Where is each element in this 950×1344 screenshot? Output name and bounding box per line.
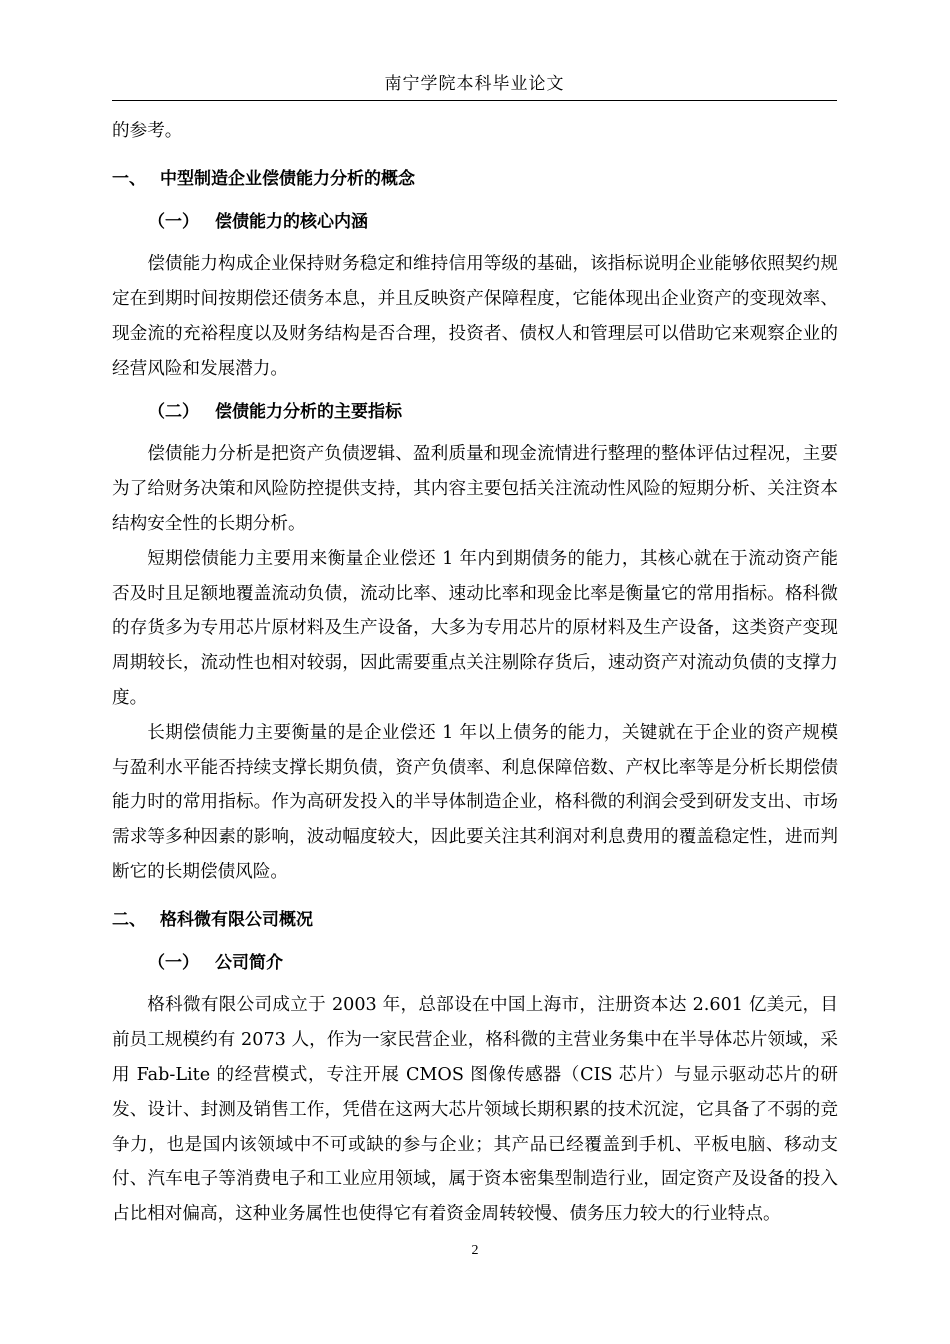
paragraph: 长期偿债能力主要衡量的是企业偿还 1 年以上债务的能力，关键就在于企业的资产规模与盈利水平能否持续支撑长期负债，资产负债率、利息保障倍数、产权比率等是分析长期偿债能力时的常用指标。作为高研发投入的半导体制造企业，格科微的利润会受到研发支出、市场需求等多种因素的影响，波动幅度较大，因此要关注其利润对利息费用的覆盖稳定性，进而判断它的长期偿债风险。 (112, 722, 838, 882)
subsection-number: （一） (148, 211, 199, 232)
paragraph: 偿债能力分析是把资产负债逻辑、盈利质量和现金流情进行整理的整体评估过程况，主要为了给财务决策和风险防控提供支持，其内容主要包括关注流动性风险的短期分析、关注资本结构安全性的长期分析。 (112, 444, 838, 534)
paragraph-intro-tail: 的参考。 (112, 121, 183, 141)
subsection-heading-1-1 (112, 205, 838, 240)
subsection-heading-2-1 (112, 946, 838, 981)
page-number: 2 (471, 1243, 479, 1258)
subsection-title: 偿债能力的核心内涵 (215, 211, 368, 232)
section-heading-1 (112, 162, 838, 197)
section-title: 格科微有限公司概况 (160, 909, 313, 930)
subsection-title: 公司简介 (215, 952, 283, 973)
section-number: 一、 (112, 168, 146, 189)
subsection-number: （一） (148, 952, 199, 973)
paragraph: 短期偿债能力主要用来衡量企业偿还 1 年内到期债务的能力，其核心就在于流动资产能否及时且足额地覆盖流动负债，流动比率、速动比率和现金比率是衡量它的常用指标。格科微的存货多为专用芯片原材料及生产设备，大多为专用芯片的原材料及生产设备，这类资产变现周期较长，流动性也相对较弱，因此需要重点关注剔除存货后，速动资产对流动负债的支撑力度。 (112, 548, 838, 708)
subsection-heading-1-2 (112, 395, 838, 430)
subsection-number: （二） (148, 401, 199, 422)
header-divider (112, 100, 837, 101)
paragraph: 偿债能力构成企业保持财务稳定和维持信用等级的基础，该指标说明企业能够依照契约规定在到期时间按期偿还债务本息，并且反映资产保障程度，它能体现出企业资产的变现效率、现金流的充裕程度以及财务结构是否合理，投资者、债权人和管理层可以借助它来观察企业的经营风险和发展潜力。 (112, 254, 838, 379)
section-heading-2 (112, 903, 838, 938)
page-header-title: 南宁学院本科毕业论文 (384, 74, 565, 94)
document-body (112, 114, 838, 1232)
subsection-title: 偿债能力分析的主要指标 (215, 401, 402, 422)
paragraph: 格科微有限公司成立于 2003 年，总部设在中国上海市，注册资本达 2.601 亿美元，目前员工规模约有 2073 人，作为一家民营企业，格科微的主营业务集中在半导体芯片领域，采用 Fab-Lite 的经营模式，专注开展 CMOS 图像传感器（CIS 芯片）与显示驱动芯片的研发、设计、封测及销售工作，凭借在这两大芯片领域长期积累的技术沉淀，它具备了不弱的竞争力，也是国内该领域中不可或缺的参与企业；其产品已经覆盖到手机、平板电脑、移动支付、汽车电子等消费电子和工业应用领域，属于资本密集型制造行业，固定资产及设备的投入占比相对偏高，这种业务属性也使得它有着资金周转较慢、债务压力较大的行业特点。 (112, 995, 838, 1225)
section-number: 二、 (112, 909, 146, 930)
section-title: 中型制造企业偿债能力分析的概念 (160, 168, 415, 189)
